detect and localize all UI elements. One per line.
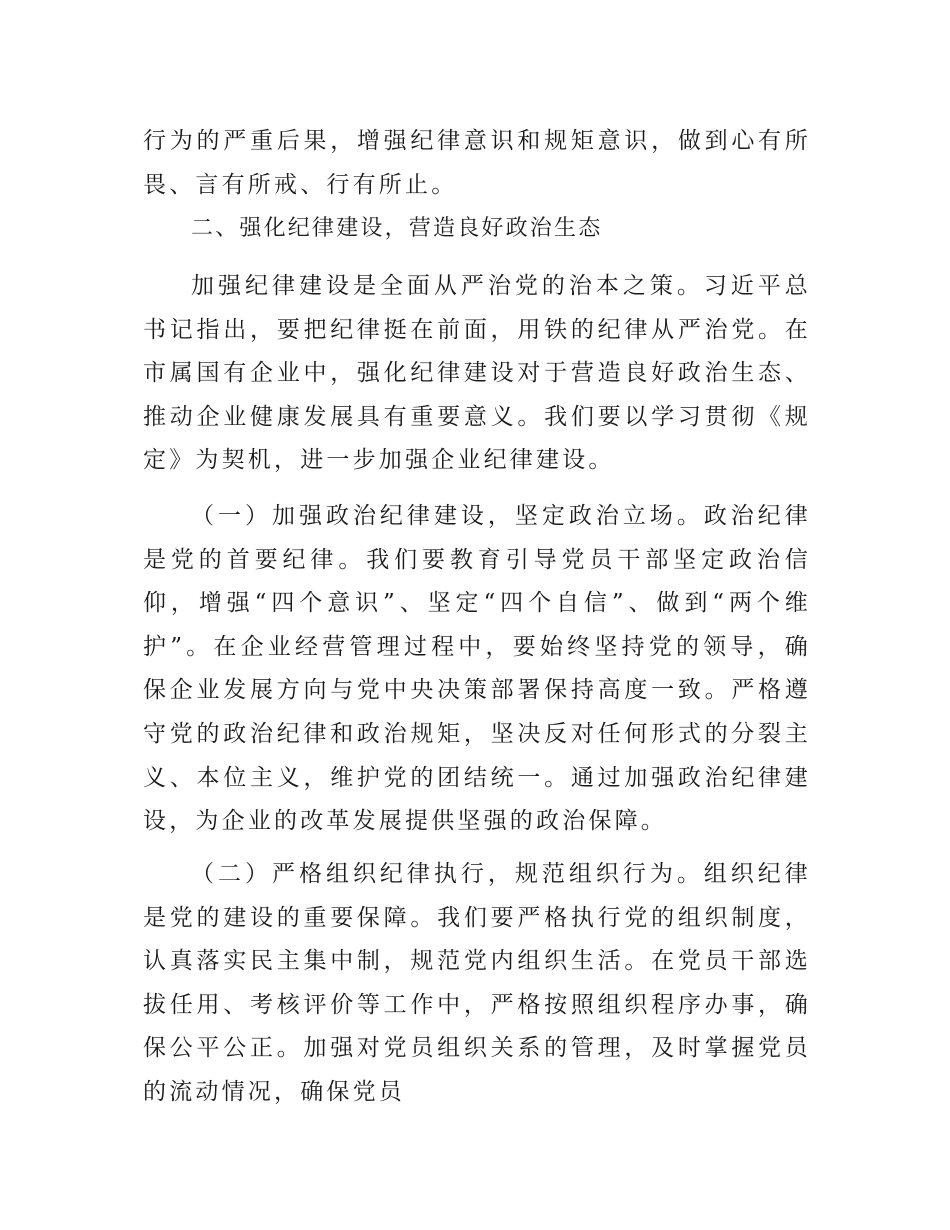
paragraph-text: 行为的严重后果，增强纪律意识和规矩意识，做到心有所畏、言有所戒、行有所止。 <box>143 128 811 198</box>
paragraph-continuation <box>143 120 811 207</box>
heading-text: 二、强化纪律建设，营造良好政治生态 <box>191 216 603 241</box>
section-heading <box>143 207 811 251</box>
paragraph-intro <box>143 265 811 483</box>
paragraph-text: 加强纪律建设是全面从严治党的治本之策。习近平总书记指出，要把纪律挺在前面，用铁的纪律从严治党。在市属国有企业中，强化纪律建设对于营造良好政治生态、推动企业健康发展具有重要意义。我们要以学习贯彻《规定》为契机，进一步加强企业纪律建设。 <box>143 273 811 474</box>
paragraph-text: （一）加强政治纪律建设，坚定政治立场。政治纪律是党的首要纪律。我们要教育引导党员干部坚定政治信仰，增强“四个意识”、坚定“四个自信”、做到“两个维护”。在企业经营管理过程中，要始终坚持党的领导，确保企业发展方向与党中央决策部署保持高度一致。严格遵守党的政治纪律和政治规矩，坚决反对任何形式的分裂主义、本位主义，维护党的团结统一。通过加强政治纪律建设，为企业的改革发展提供坚强的政治保障。 <box>143 503 811 835</box>
paragraph-political-discipline <box>143 495 811 844</box>
paragraph-text: （二）严格组织纪律执行，规范组织行为。组织纪律是党的建设的重要保障。我们要严格执行党的组织制度，认真落实民主集中制，规范党内组织生活。在党员干部选拔任用、考核评价等工作中，严格按照组织程序办事，确保公平公正。加强对党员组织关系的管理，及时掌握党员的流动情况，确保党员 <box>143 861 811 1105</box>
paragraph-organizational-discipline <box>143 853 811 1115</box>
